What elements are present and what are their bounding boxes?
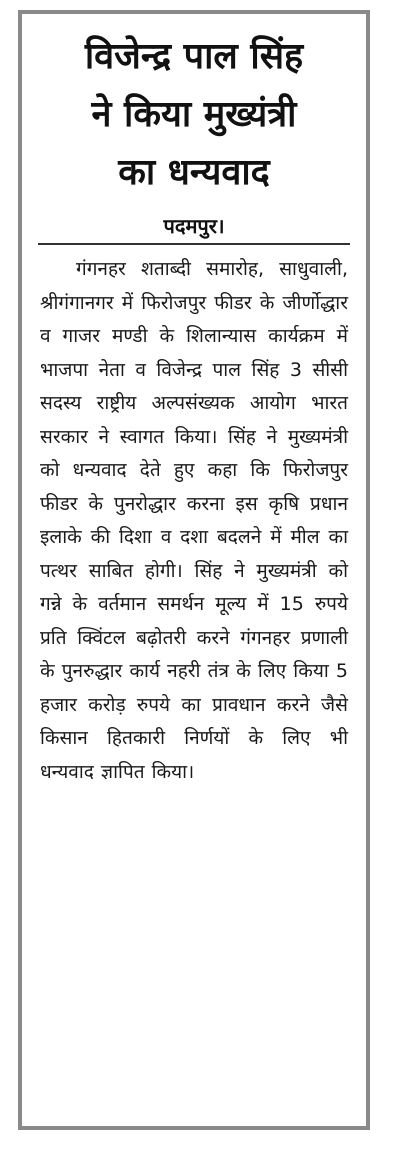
headline-line-2: ने किया मुख्यंत्री	[91, 94, 297, 135]
news-clipping	[18, 10, 370, 1130]
dateline: पदमपुर।	[163, 214, 225, 238]
headline-line-1: विजेन्द्र पाल सिंह	[84, 36, 304, 77]
headline	[32, 28, 356, 202]
article-body: गंगनहर शताब्दी समारोह, साधुवाली, श्रीगंगानगर में फिरोजपुर फीडर के जीर्णोद्धार व गाजर मण्डी के शिलान्यास कार्यक्रम में भाजपा नेता व विजेन्द्र पाल सिंह 3 सीसी सदस्य राष्ट्रीय अल्पसंख्यक आयोग भारत सरकार ने स्वागत किया। सिंह ने मुख्यमंत्री को धन्यवाद देते हुए कहा कि फिरोजपुर फीडर के पुनरोद्धार करना इस कृषि प्रधान इलाके की दिशा व दशा बदलने में मील का पत्थर साबित होगी। सिंह ने मुख्यमंत्री को गन्ने के वर्तमान समर्थन मूल्य में 15 रुपये प्रति क्विंटल बढ़ोतरी करने गंगनहर प्रणाली के पुनरुद्धार कार्य नहरी तंत्र के लिए किया 5 हजार करोड़ रुपये का प्रावधान करने जैसे किसान हितकारी निर्णयों के लिए भी धन्यवाद ज्ञापित किया।	[40, 258, 348, 783]
dateline-container	[38, 212, 350, 239]
headline-line-3: का धन्यवाद	[118, 152, 270, 193]
divider-rule	[38, 243, 350, 245]
